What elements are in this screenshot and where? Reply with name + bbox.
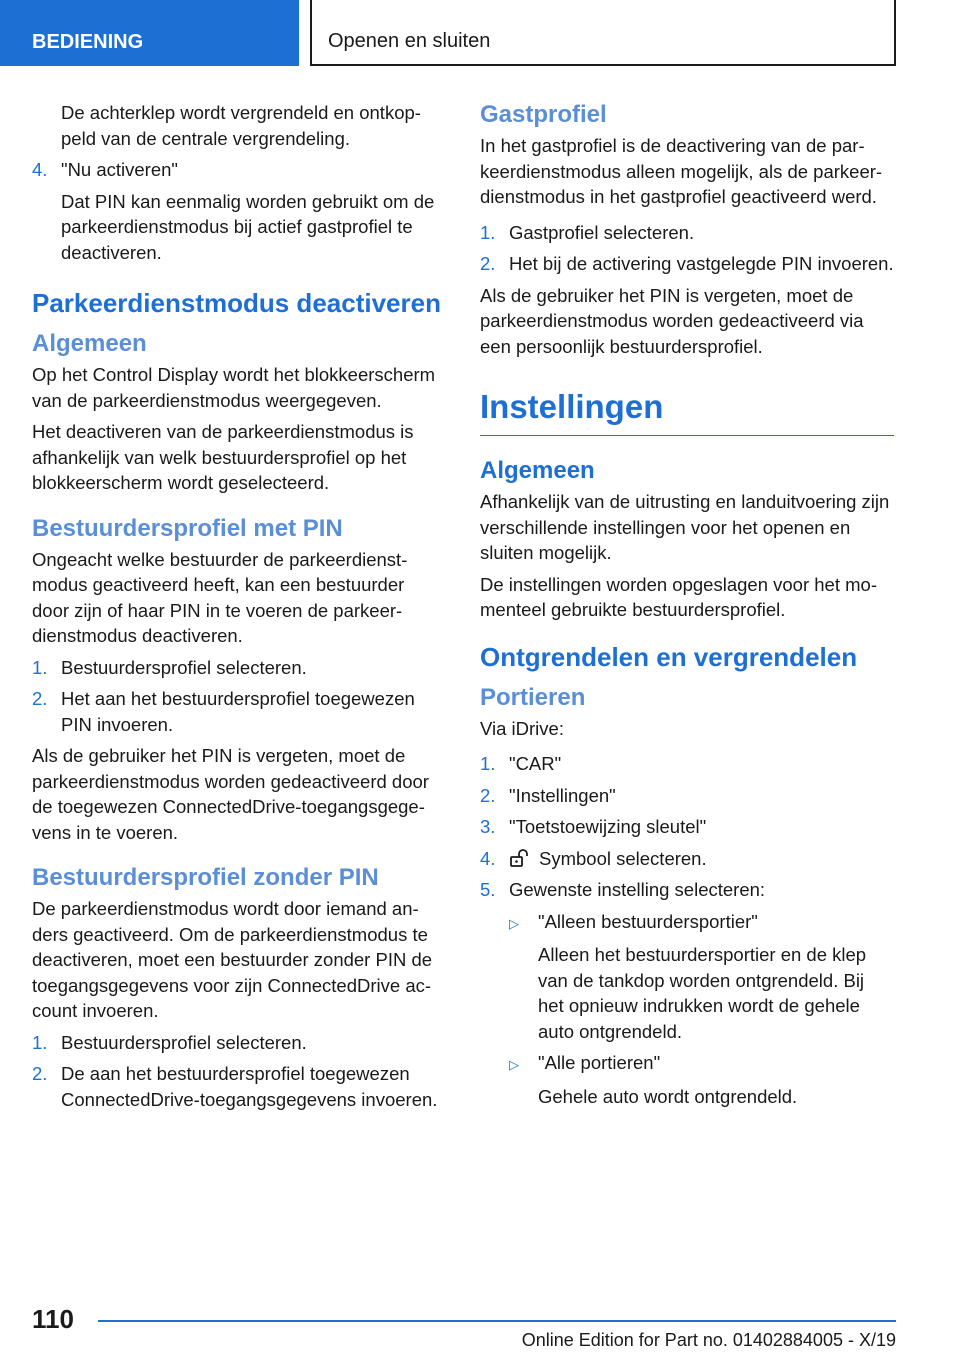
list-item (32, 1030, 446, 1056)
footer-divider (98, 1320, 896, 1322)
paragraph: Het deactiveren van de parkeerdienstmodus is afhankelijk van welk bestuurdersprofiel op het blokkeerscherm wordt geselecteerd. (32, 421, 414, 493)
paragraph: Ongeacht welke bestuurder de parkeerdienstmodus geactiveerd heeft, kan een bestuurder door zijn of haar PIN in te voeren de parkeerdienstmodus deactiveren. (32, 548, 408, 646)
heading-doors: Portieren (480, 683, 586, 711)
paragraph: De parkeerdienstmodus wordt door iemand anders geactiveerd. Om de parkeerdienstmodus te deactiveren, moet een bestuurder zonder PIN de toegangsgegevens voor zijn ConnectedDrive account invoeren. (32, 898, 433, 1021)
list-item (480, 783, 894, 809)
list-number: 5. (480, 879, 496, 900)
list-text: "Nu activeren" (61, 159, 178, 180)
heading-with-pin: Bestuurdersprofiel met PIN (32, 514, 343, 542)
list-item (480, 846, 894, 872)
list-number: 2. (32, 688, 48, 709)
heading-lock-unlock: Ontgrendelen en vergrendelen (480, 641, 858, 672)
heading-without-pin: Bestuurdersprofiel zonder PIN (32, 864, 379, 891)
list-text: Gastprofiel selecteren. (509, 221, 695, 243)
list-item (480, 877, 894, 903)
intro-continuation: De achterklep wordt vergrendeld en ontkoppeld van de centrale vergrendeling. (61, 102, 421, 149)
step-description: Dat PIN kan eenmalig worden gebruikt om de parkeerdienstmodus bij actief gastprofiel te deactiveren. (61, 190, 435, 263)
option-item (509, 1050, 894, 1078)
edition-text: Online Edition for Part no. 01402884005 - X/19 (521, 1330, 896, 1350)
list-number: 2. (480, 253, 496, 274)
list-number: 1. (480, 753, 496, 774)
list-item (480, 751, 894, 777)
list-text: Gewenste instelling selecteren: (509, 879, 766, 900)
list-number: 1. (32, 1031, 48, 1053)
heading-settings: Instellingen (480, 387, 894, 436)
paragraph: Als de gebruiker het PIN is vergeten, moet de parkeerdienstmodus worden gedeactiveerd via een persoonlijk bestuurdersprofiel. (480, 284, 864, 357)
page-number: 110 (32, 1304, 74, 1334)
paragraph: De instellingen worden opgeslagen voor het momenteel gebruikte bestuurdersprofiel. (480, 573, 877, 620)
paragraph: Via iDrive: (480, 717, 564, 739)
list-text: Het bij de activering vastgelegde PIN invoeren. (509, 253, 894, 274)
list-number: 1. (32, 656, 48, 678)
list-text: De aan het bestuurdersprofiel toegewezen ConnectedDrive-toegangsgegevens invoeren. (61, 1063, 438, 1110)
option-description: Gehele auto wordt ontgrendeld. (538, 1085, 798, 1107)
list-number: 1. (480, 221, 496, 243)
list-item (32, 157, 446, 183)
list-text (509, 846, 894, 872)
heading-guest-profile: Gastprofiel (480, 101, 607, 128)
list-text: Bestuurdersprofiel selecteren. (61, 656, 307, 678)
list-number: 3. (480, 816, 496, 837)
left-column (32, 100, 446, 1118)
unlock-icon (509, 849, 531, 867)
triangle-bullet-icon: ▷ (509, 915, 519, 931)
list-text: "CAR" (509, 753, 562, 774)
heading-general: Algemeen (480, 457, 595, 484)
section-tab: BEDIENING (0, 0, 299, 66)
paragraph: Op het Control Display wordt het blokkeerscherm van de parkeerdienstmodus weergegeven. (32, 364, 436, 411)
paragraph: In het gastprofiel is de deactivering van de parkeerdienstmodus alleen mogelijk, als de parkeerdienstmodus in het gastprofiel geactiveerd werd. (480, 135, 883, 207)
page-header (0, 0, 960, 66)
option-label: "Alle portieren" (538, 1052, 661, 1073)
option-item (509, 909, 894, 937)
list-item (32, 1061, 446, 1112)
page-footer (0, 1290, 960, 1362)
list-item (480, 220, 894, 246)
triangle-bullet-icon: ▷ (509, 1057, 519, 1072)
list-text: "Toetstoewijzing sleutel" (509, 816, 707, 837)
heading-deactivate: Parkeerdienstmodus deactiveren (32, 288, 441, 318)
list-text: "Instellingen" (509, 784, 616, 806)
list-text: Bestuurdersprofiel selecteren. (61, 1031, 307, 1053)
option-label: "Alleen bestuurdersportier" (538, 910, 758, 932)
step-text: Symbool selecteren. (539, 847, 707, 869)
list-text: Het aan het bestuurdersprofiel toegewezen PIN invoeren. (61, 688, 415, 735)
list-item (480, 251, 894, 277)
list-number: 2. (32, 1063, 48, 1084)
right-column (480, 100, 894, 1115)
list-item (480, 814, 894, 840)
list-number: 4. (480, 847, 496, 869)
paragraph: Als de gebruiker het PIN is vergeten, moet de parkeerdienstmodus worden gedeactiveerd door de toegewezen ConnectedDrive-toegangsgegevens in te voeren. (32, 745, 429, 843)
list-item (32, 655, 446, 681)
option-description: Alleen het bestuurdersportier en de klep van de tankdop worden ontgrendeld. Bij het opnieuw indrukken wordt de gehele auto ontgrendeld. (538, 944, 867, 1042)
paragraph: Afhankelijk van de uitrusting en landuitvoering zijn verschillende instellingen voor het openen en sluiten mogelijk. (480, 491, 890, 563)
list-item (32, 686, 446, 737)
list-number: 2. (480, 784, 496, 806)
heading-general: Algemeen (32, 330, 147, 357)
list-number: 4. (32, 159, 48, 180)
chapter-tab: Openen en sluiten (310, 0, 896, 66)
